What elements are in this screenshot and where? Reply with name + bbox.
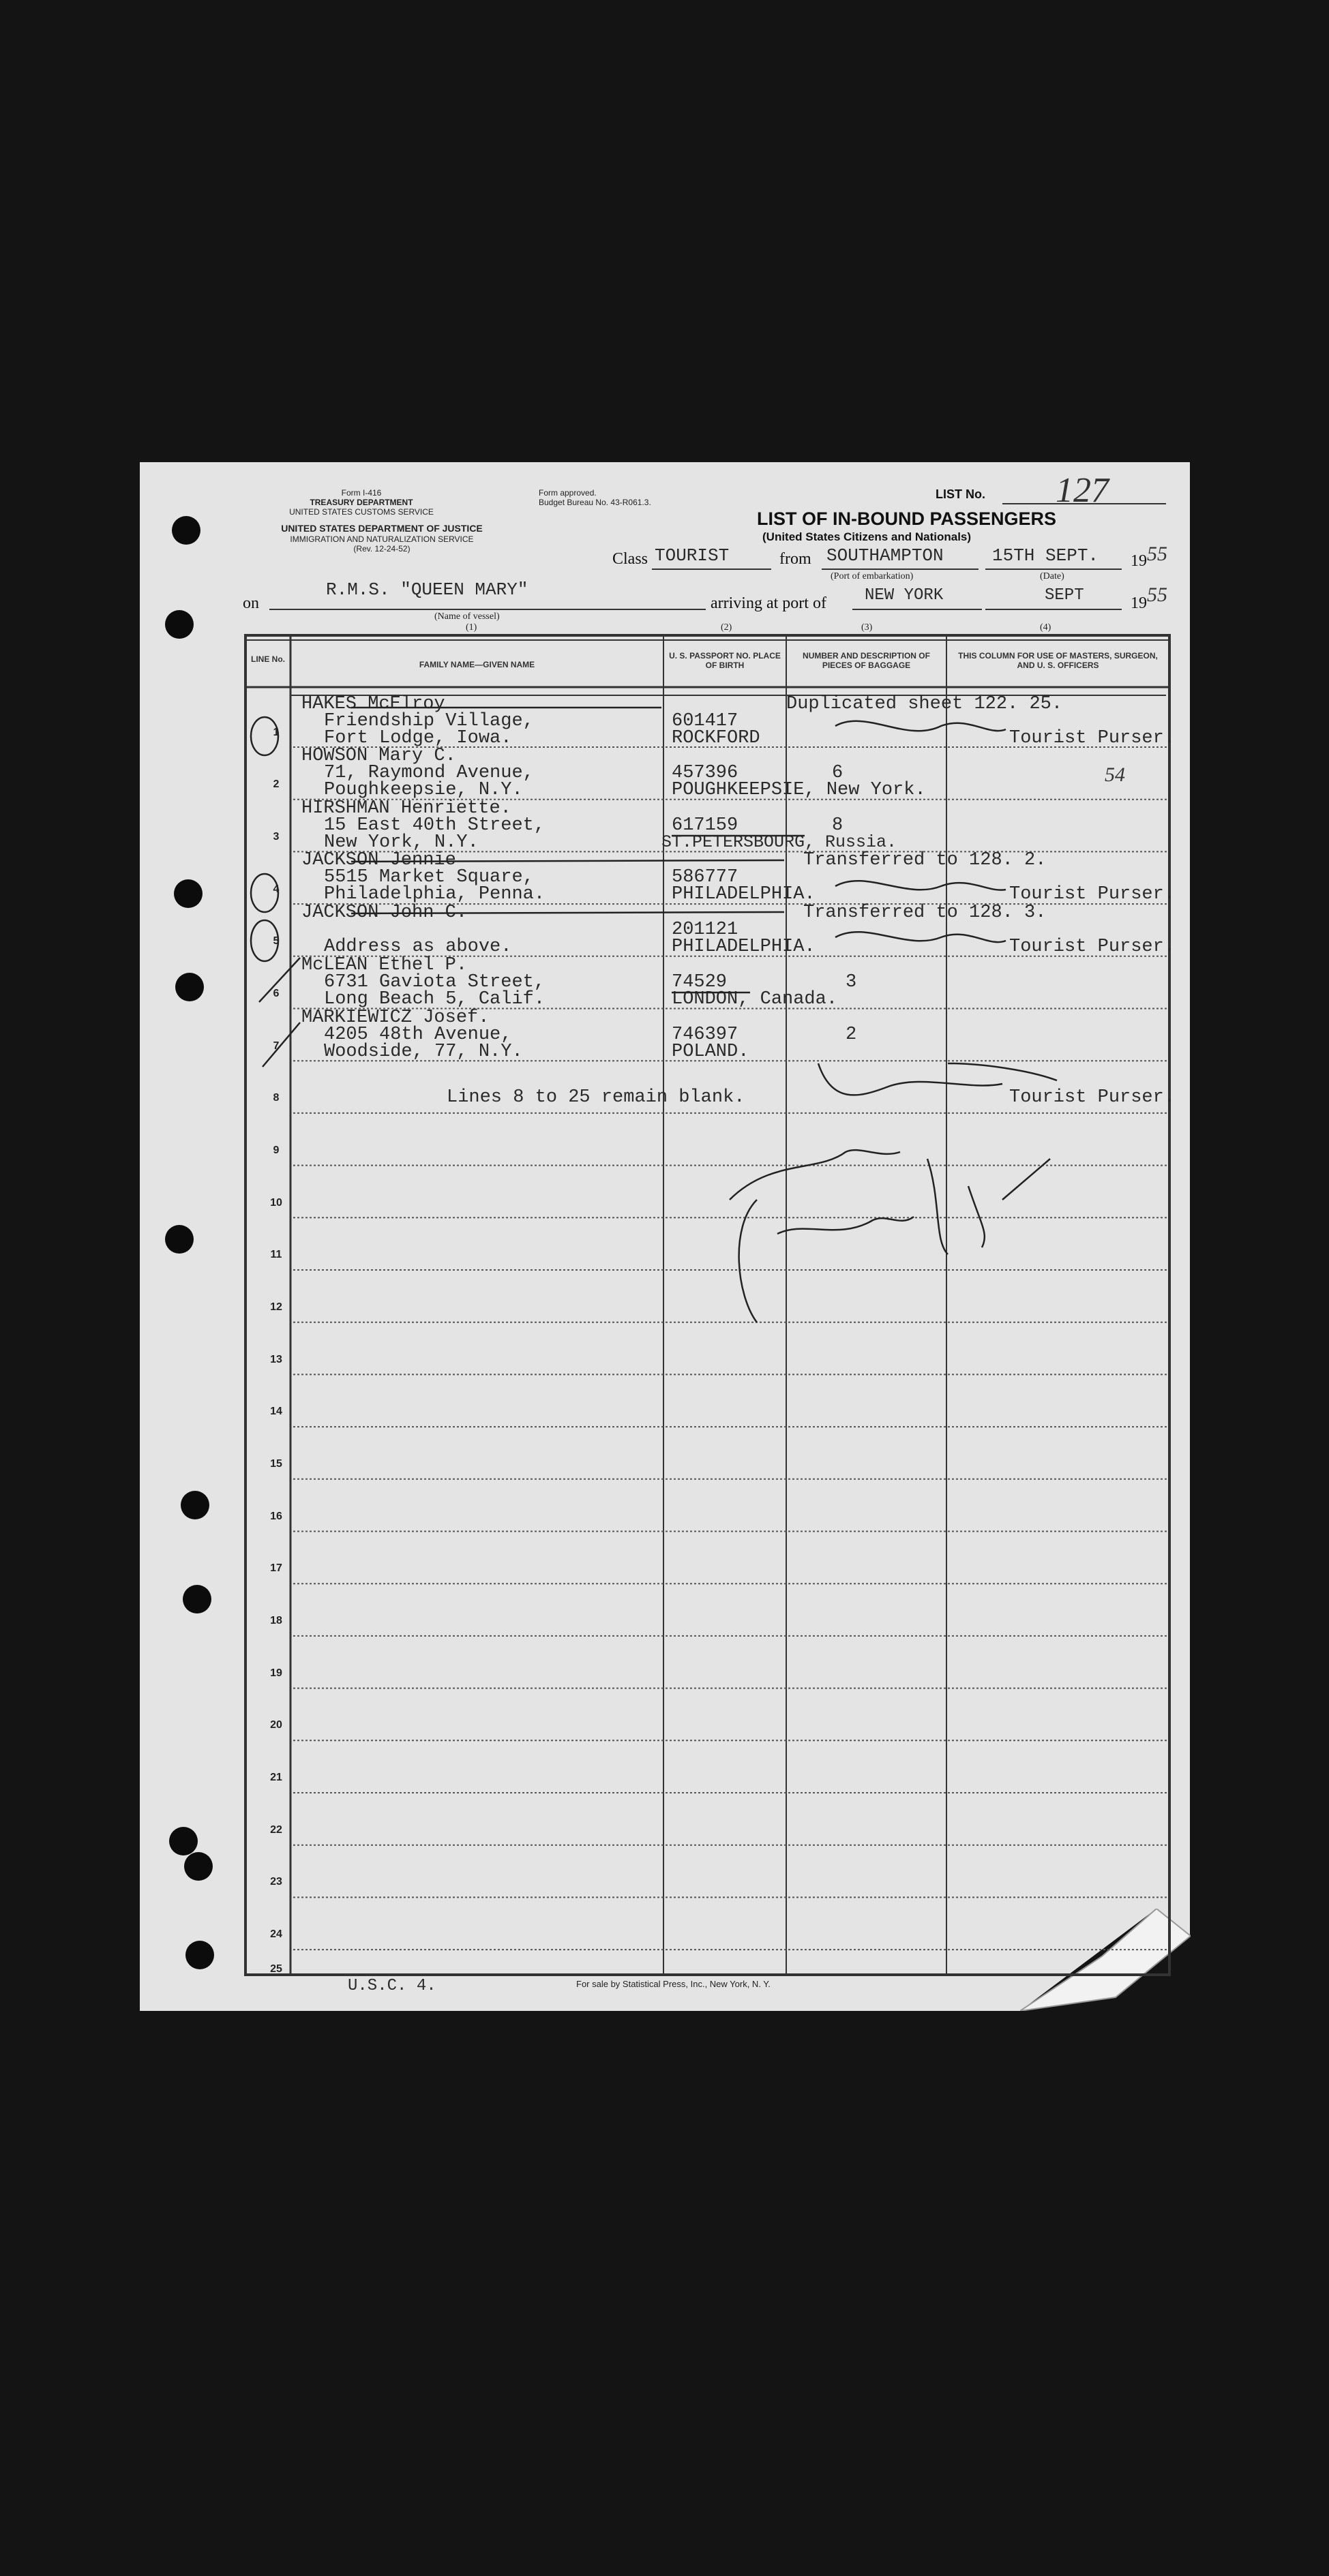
passenger-address: Friendship Village,: [324, 711, 534, 731]
passenger-address: 15 East 40th Street,: [324, 815, 546, 836]
col-header-officers: THIS COLUMN FOR USE OF MASTERS, SURGEON, AND U. S. OFFICERS: [958, 651, 1158, 670]
manifest-title: LIST OF IN-BOUND PASSENGERS: [757, 509, 1057, 529]
passenger-name: HOWSON Mary C.: [301, 746, 456, 766]
passenger-address: 4205 48th Avenue,: [324, 1025, 512, 1045]
line-number: 2: [273, 778, 280, 790]
blank-lines-note: Lines 8 to 25 remain blank.: [447, 1087, 745, 1108]
col-header-line-no: LINE No.: [251, 654, 285, 664]
passenger-address: 5515 Market Square,: [324, 867, 534, 888]
line-number: 24: [270, 1928, 282, 1940]
footer-printer: For sale by Statistical Press, Inc., New York, N. Y.: [576, 1979, 771, 1989]
officer-note: Tourist Purser.: [1009, 1087, 1176, 1108]
col-caption-3: (3): [861, 622, 873, 633]
class-label: Class: [612, 550, 648, 568]
passport-number: 617159: [672, 815, 738, 836]
arrival-year: 55: [1147, 584, 1167, 606]
baggage-count: 3: [846, 972, 857, 992]
line-number: 1: [273, 727, 280, 738]
passenger-address: Woodside, 77, N.Y.: [324, 1042, 523, 1062]
passport-number: 74529: [672, 972, 728, 992]
passenger-name: JACKSON John C.: [301, 903, 468, 923]
place-of-birth: LONDON, Canada.: [672, 989, 838, 1010]
list-number: 127: [1056, 471, 1109, 510]
baggage-count: 6: [832, 763, 843, 783]
form-id: Form I-416: [341, 488, 382, 498]
on-label: on: [243, 594, 259, 612]
passport-number: 457396: [672, 763, 738, 783]
list-number-label: LIST No.: [936, 487, 985, 501]
line-number: 22: [270, 1824, 282, 1836]
officer-note: Tourist Purser.: [1009, 884, 1176, 905]
line-number: 20: [270, 1719, 282, 1731]
line-number: 19: [270, 1667, 282, 1679]
departure-year: 55: [1147, 543, 1167, 565]
passenger-address: 6731 Gaviota Street,: [324, 972, 546, 992]
arrival-year-prefix: 19: [1131, 594, 1147, 612]
passenger-address: 71, Raymond Avenue,: [324, 763, 534, 783]
line-number: 7: [273, 1040, 280, 1052]
line-number: 12: [270, 1301, 282, 1313]
customs-label: UNITED STATES CUSTOMS SERVICE: [289, 507, 434, 517]
passenger-address: Fort Lodge, Iowa.: [324, 728, 512, 748]
passport-number: 201121: [672, 920, 738, 940]
line-number: 16: [270, 1511, 282, 1522]
passenger-address: Long Beach 5, Calif.: [324, 989, 546, 1010]
vessel-caption: (Name of vessel): [434, 611, 500, 622]
year-prefix: 19: [1131, 552, 1147, 570]
revision-label: (Rev. 12-24-52): [353, 544, 410, 554]
place-of-birth: POLAND.: [672, 1042, 749, 1062]
form-approved: Form approved.: [539, 488, 597, 498]
passenger-name: HIRSHMAN Henriette.: [301, 798, 511, 819]
line-number: 8: [273, 1092, 280, 1104]
officer-note: Tourist Purser.: [1009, 728, 1176, 748]
ins-label: IMMIGRATION AND NATURALIZATION SERVICE: [290, 534, 474, 544]
line-number: 5: [273, 935, 280, 947]
place-of-birth: ROCKFORD: [672, 728, 760, 748]
line-number: 11: [270, 1249, 282, 1260]
line-number: 17: [270, 1562, 282, 1574]
passport-number: 586777: [672, 867, 738, 888]
passenger-name: HAKES McElroy: [301, 694, 445, 714]
departure-date: 15TH SEPT.: [992, 545, 1099, 566]
arrival-date: SEPT: [1045, 586, 1084, 605]
passport-number: 746397: [672, 1025, 738, 1045]
place-of-birth: ST.PETERSBOURG, Russia.: [661, 832, 897, 852]
manifest-subtitle: (United States Citizens and Nationals): [762, 530, 972, 543]
margin-mark: 54: [1105, 763, 1125, 786]
passenger-name: McLEAN Ethel P.: [301, 955, 468, 975]
col-caption-4: (4): [1040, 622, 1051, 633]
treasury-label: TREASURY DEPARTMENT: [310, 498, 413, 507]
passenger-name: MARKIEWICZ Josef.: [301, 1007, 490, 1028]
col-caption-2: (2): [721, 622, 732, 633]
line-number: 15: [270, 1458, 282, 1470]
line-number: 23: [270, 1876, 282, 1888]
baggage-note: Transferred to 128. 2.: [803, 850, 1047, 870]
place-of-birth: PHILADELPHIA.: [672, 937, 816, 957]
budget-number: Budget Bureau No. 43-R061.3.: [539, 498, 651, 507]
line-number: 25: [270, 1963, 282, 1975]
line-number: 9: [273, 1145, 280, 1156]
baggage-note: Transferred to 128. 3.: [803, 903, 1047, 923]
line-number: 3: [273, 831, 280, 843]
line-number: 18: [270, 1615, 282, 1626]
place-of-birth: PHILADELPHIA.: [672, 884, 816, 905]
arriving-label: arriving at port of: [711, 594, 826, 612]
line-number: 14: [270, 1406, 282, 1417]
col-caption-1: (1): [466, 622, 477, 633]
baggage-count: 8: [832, 815, 843, 836]
passenger-address: Poughkeepsie, N.Y.: [324, 780, 523, 800]
justice-label: UNITED STATES DEPARTMENT OF JUSTICE: [281, 523, 483, 534]
arrival-port: NEW YORK: [865, 586, 944, 605]
line-number: 4: [273, 883, 280, 895]
embarkation-caption: (Port of embarkation): [831, 571, 914, 581]
col-header-name: FAMILY NAME—GIVEN NAME: [419, 660, 535, 669]
place-of-birth: POUGHKEEPSIE, New York.: [672, 780, 926, 800]
passenger-address: New York, N.Y.: [324, 832, 479, 853]
passenger-name: JACKSON Jennie: [301, 850, 456, 870]
baggage-note: Duplicated sheet 122. 25.: [786, 694, 1063, 714]
embarkation-port: SOUTHAMPTON: [826, 545, 944, 566]
from-label: from: [779, 550, 811, 568]
col-header-baggage: NUMBER AND DESCRIPTION OF PIECES OF BAGGAGE: [803, 651, 930, 670]
line-number: 6: [273, 988, 280, 999]
vessel-name: R.M.S. "QUEEN MARY": [326, 579, 528, 600]
line-number: 21: [270, 1772, 282, 1783]
passenger-address: Philadelphia, Penna.: [324, 884, 546, 905]
class-value: TOURIST: [655, 545, 730, 566]
officer-note: Tourist Purser.: [1009, 937, 1176, 957]
passenger-address: Address as above.: [324, 937, 512, 957]
line-number: 10: [270, 1197, 282, 1209]
date-caption: (Date): [1040, 571, 1064, 581]
passport-number: 601417: [672, 711, 738, 731]
line-number: 13: [270, 1354, 282, 1365]
footer-code: U.S.C. 4.: [348, 1977, 436, 1995]
baggage-count: 2: [846, 1025, 857, 1045]
col-header-passport: U. S. PASSPORT NO. PLACE OF BIRTH: [669, 651, 781, 670]
